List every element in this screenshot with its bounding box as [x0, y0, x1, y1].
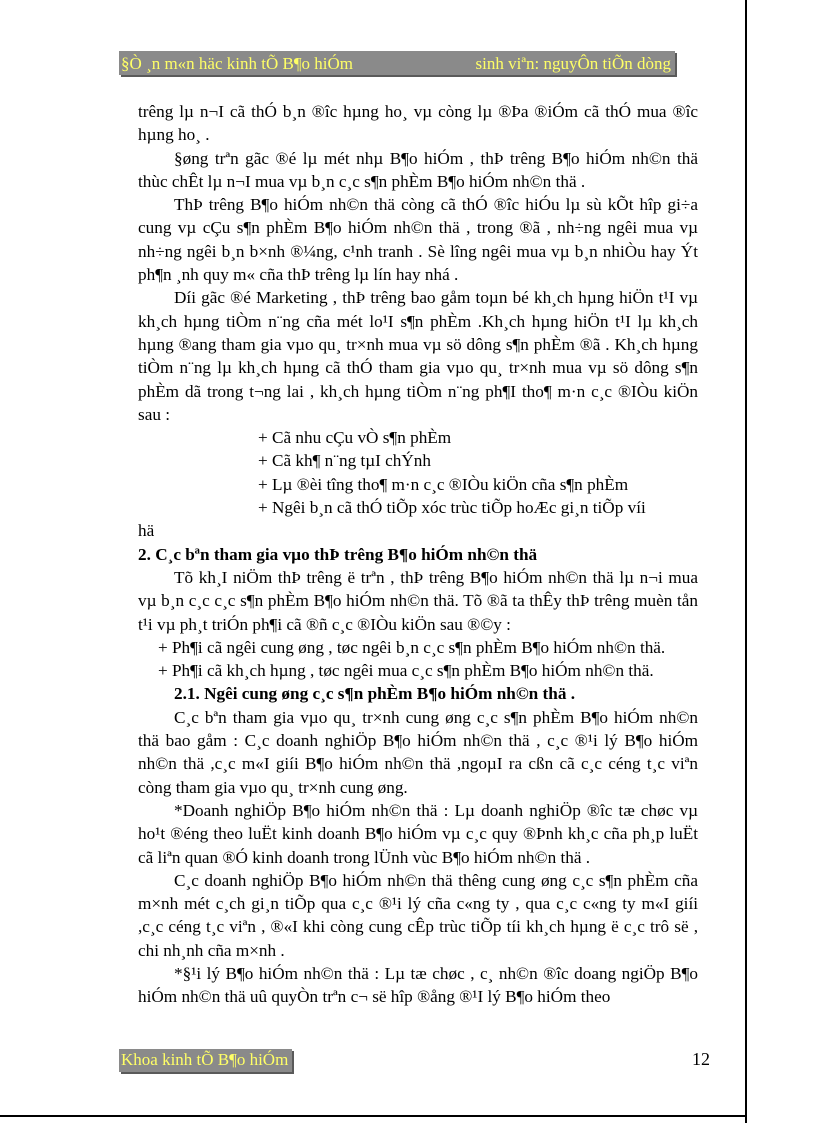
page-number: 12: [692, 1049, 710, 1069]
page-border-bottom: [0, 1115, 747, 1117]
page-footer: [119, 1049, 292, 1072]
paragraph: trêng lµ n¬I cã thÓ b¸n ®îc hµng ho¸ vµ còng lµ ®Þa ®iÓm cã thÓ mua ®îc hµng ho¸ .: [138, 102, 698, 145]
paragraph: Tõ kh¸I niÖm thÞ trêng ë trªn , thÞ trêng B¶o hiÓm nh©n thä lµ n¬i mua vµ b¸n c¸c c¸c s¶n phÈm B¶o hiÓm nh©n thä. Tõ ®ã ta thÊy thÞ trêng muèn tån t¹i vµ ph¸t triÓn ph¶i cã ®ñ c¸c ®IÒu kiÖn sau ®©y :: [138, 567, 698, 634]
condition-item: + Cã nhu cÇu vÒ s¶n phÈm: [258, 428, 452, 448]
list-item: + Ph¶i cã ngêi cung øng , tøc ngêi b¸n c¸c s¶n phÈm B¶o hiÓm nh©n thä.: [158, 637, 666, 657]
condition-item: + Lµ ®èi tîng tho¶ m·n c¸c ®IÒu kiÖn cña s¶n phÈm: [258, 474, 629, 494]
paragraph: ThÞ trêng B¶o hiÓm nh©n thä còng cã thÓ ®îc hiÓu lµ sù kÕt hîp gi÷a cung vµ cÇu s¶n phÈm B¶o hiÓm nh©n thä , trong ®ã , nh÷ng ngêi mua vµ nh÷ng ngêi b¸n b×nh ®¼ng, c¹nh tranh . Sè lîng ngêi mua vµ b¸n nhiÒu hay Ýt ph¶n ¸nh quy m« cña thÞ trêng lµ lín hay nhá .: [138, 195, 698, 285]
condition-item: + Cã kh¶ n¨ng tµI chÝnh: [258, 451, 431, 471]
list-item: + Ph¶i cã kh¸ch hµng , tøc ngêi mua c¸c s¶n phÈm B¶o hiÓm nh©n thä.: [158, 661, 654, 681]
condition-item: + Ngêi b¸n cã thÓ tiÕp xóc trùc tiÕp hoÆc gi¸n tiÕp víi: [258, 498, 646, 518]
paragraph: C¸c doanh nghiÖp B¶o hiÓm nh©n thä thêng cung øng c¸c s¶n phÈm cña m×nh mét c¸ch gi¸n tiÕp qua c¸c ®¹i lý cña c«ng ty , qua c¸c c«ng ty m«I giíi ,c¸c céng t¸c viªn , ®«I khi còng cung cÊp trùc tiÕp tíi kh¸ch hµng ë c¸c trô së , chi nh¸nh cña m×nh .: [138, 870, 698, 960]
header-title: §Ò ¸n m«n häc kinh tÕ B¶o hiÓm: [121, 54, 353, 73]
paragraph: §øng trªn gãc ®é lµ mét nhµ B¶o hiÓm , thÞ trêng B¶o hiÓm nh©n thä thùc chÊt lµ n¬I mua vµ b¸n c¸c s¶n phÈm B¶o hiÓm nh©n thä .: [138, 148, 698, 191]
document-body: [138, 100, 698, 1009]
subsection-heading: 2.1. Ngêi cung øng c¸c s¶n phÈm B¶o hiÓm nh©n thä .: [174, 684, 576, 704]
header-author: sinh viªn: nguyÔn tiÕn dòng: [475, 54, 671, 73]
condition-tail: hä: [138, 521, 155, 541]
footer-faculty: Khoa kinh tÕ B¶o hiÓm: [121, 1050, 289, 1069]
paragraph: *Doanh nghiÖp B¶o hiÓm nh©n thä : Lµ doanh nghiÖp ®îc tæ chøc vµ ho¹t ®éng theo luËt kinh doanh B¶o hiÓm vµ c¸c quy ®Þnh kh¸c cña ph¸p luËt cã liªn quan ®Ó kinh doanh trong lÜnh vùc B¶o hiÓm nh©n thä .: [138, 800, 698, 867]
section-heading: 2. C¸c bªn tham gia vµo thÞ trêng B¶o hiÓm nh©n thä: [138, 544, 538, 564]
page-border-right: [745, 0, 747, 1123]
paragraph: *§¹i lý B¶o hiÓm nh©n thä : Lµ tæ chøc , c¸ nh©n ®îc doang ngiÖp B¶o hiÓm nh©n thä uû quyÒn trªn c¬ së hîp ®ång ®¹I lý B¶o hiÓm theo: [138, 963, 698, 1007]
paragraph: C¸c bªn tham gia vµo qu¸ tr×nh cung øng c¸c s¶n phÈm B¶o hiÓm nh©n thä bao gåm : C¸c doanh nghiÖp B¶o hiÓm nh©n thä , c¸c ®¹i lý B¶o hiÓm nh©n thä ,c¸c m«I giíi B¶o hiÓm nh©n thä ,ngoµI ra cßn cã c¸c céng t¸c viªn còng tham gia vµo qu¸ tr×nh cung øng.: [138, 707, 698, 797]
paragraph: Díi gãc ®é Marketing , thÞ trêng bao gåm toµn bé kh¸ch hµng hiÖn t¹I vµ kh¸ch hµng tiÒm n¨ng cña mét lo¹I s¶n phÈm .Kh¸ch hµng hiÖn t¹I lµ kh¸ch hµng ®ang tham gia vµo qu¸ tr×nh mua vµ sö dông s¶n phÈm ®ã . Kh¸ch hµng tiÒm n¨ng lµ kh¸ch hµng cã thÓ tham gia vµo qu¸ tr×nh mua vµ sö dông s¶n phÈm dã trong t¬ng lai , kh¸ch hµng tiÒm n¨ng ph¶I tho¶ m·n c¸c ®IÒu kiÖn sau :: [138, 288, 698, 424]
page-header: [119, 51, 675, 75]
